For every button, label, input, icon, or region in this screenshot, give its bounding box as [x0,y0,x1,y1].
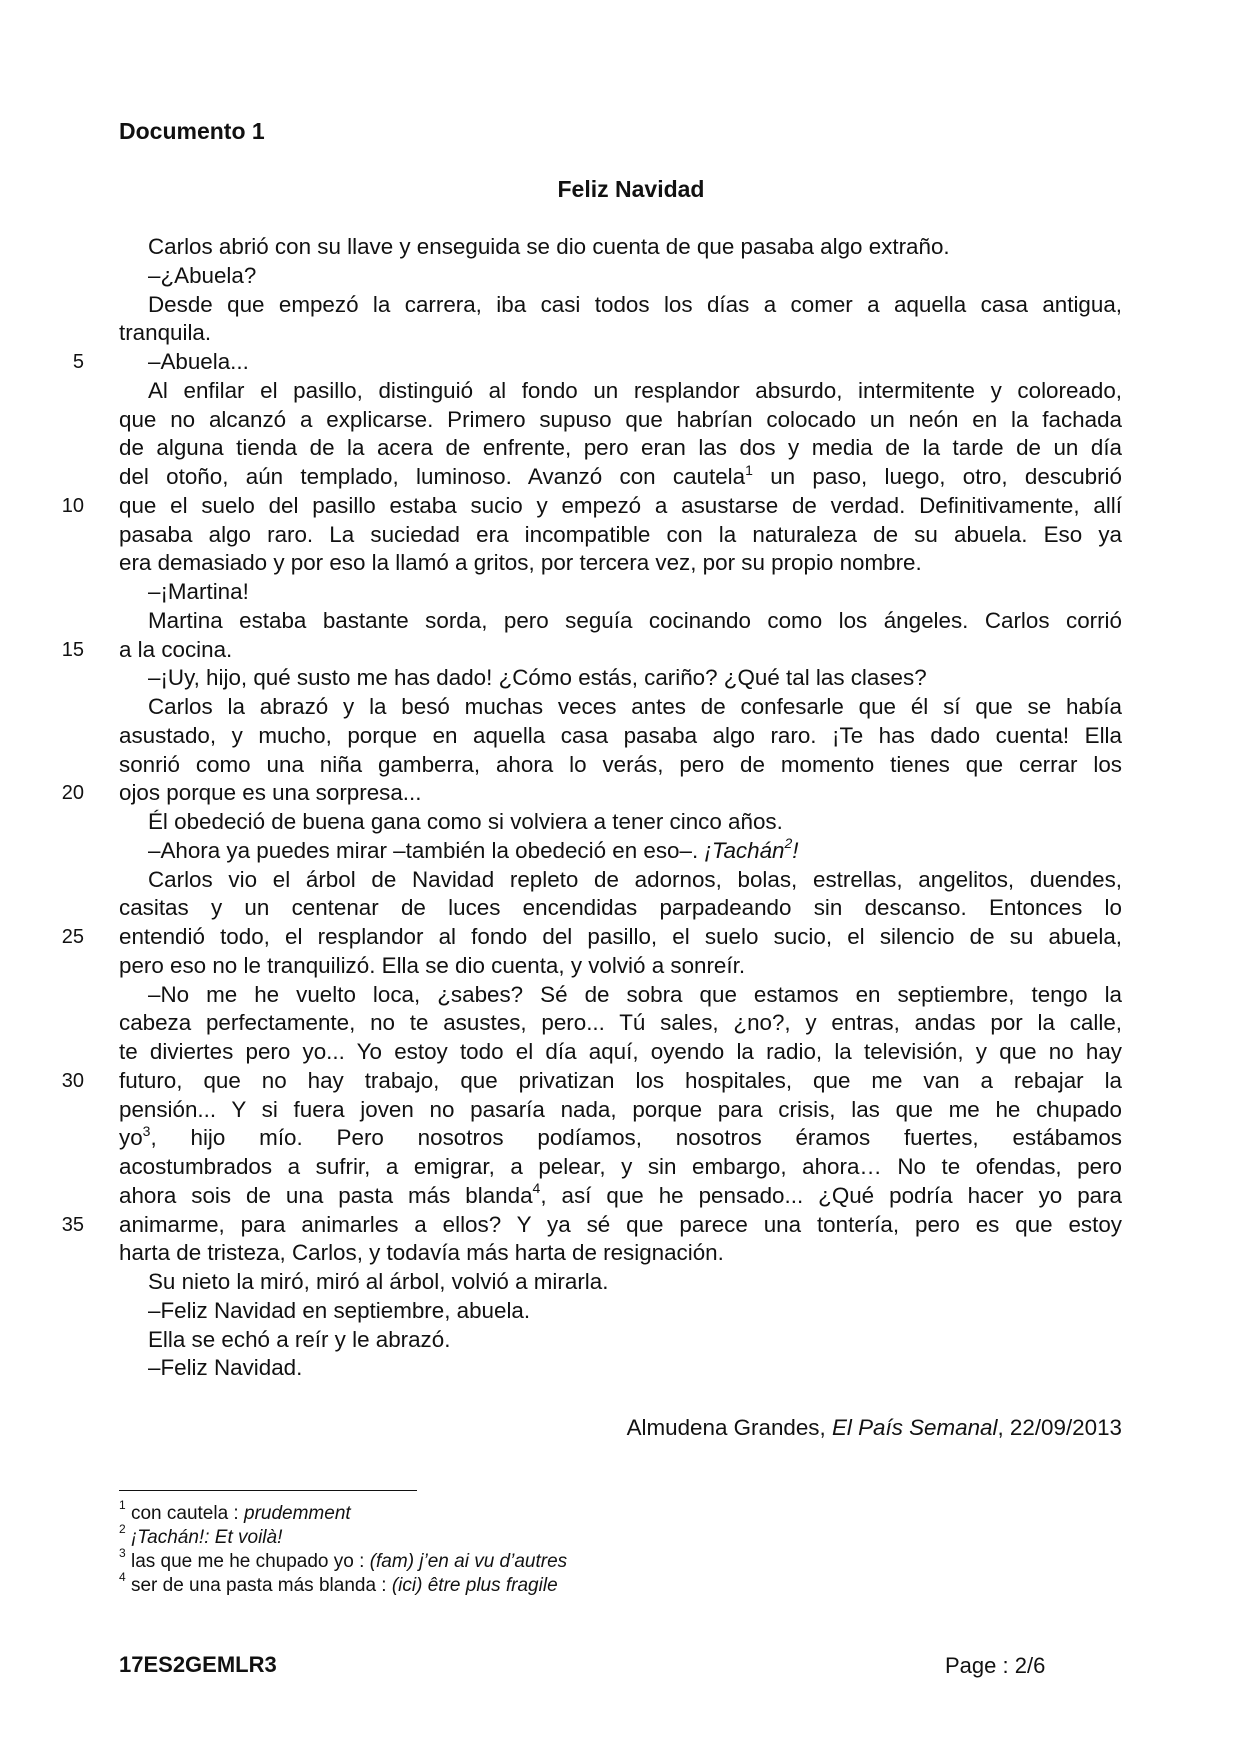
line-text: ojos porque es una sorpresa... [119,780,422,806]
text-line [0,636,1240,665]
footnote [119,1569,567,1598]
page-number: Page : 2/6 [945,1653,1046,1678]
text-line [0,1096,1240,1125]
attribution-date: , 22/09/2013 [997,1415,1122,1440]
text-line [0,1153,1240,1182]
footnote-number: 1 [119,1497,126,1512]
text-line [0,492,1240,521]
footnote-term: ser de una pasta más blanda : [130,1575,392,1596]
footnote [119,1497,567,1526]
footnote-number: 4 [119,1569,126,1584]
text-line [0,952,1240,981]
line-text: que el suelo del pasillo estaba sucio y empezó a asustarse de verdad. Definitivamente, allí [119,492,1122,518]
text-line [0,1182,1240,1211]
line-text: pero eso no le tranquilizó. Ella se dio cuenta, y volvió a sonreír. [119,952,746,978]
text-line [0,1211,1240,1240]
footnote-gloss: (ici) être plus fragile [391,1575,558,1596]
line-text: –Ahora ya puedes mirar –también la obedeció en eso–. ¡Tachán$^2$! [148,836,799,863]
line-text: casitas y un centenar de luces encendidas parpadeando sin descanso. Entonces lo [119,895,1122,921]
line-text: $yo^3$, hijo mío. Pero nosotros podíamos, nosotros éramos fuertes, estábamos [119,1124,1122,1151]
text-line [0,1038,1240,1067]
text-line [0,434,1240,463]
footnote [119,1545,568,1574]
text-line [0,406,1240,435]
text-line [0,1268,1240,1297]
text-line [0,607,1240,636]
line-number: 10 [61,494,84,517]
document-label: Documento 1 [119,118,265,144]
text-line [0,521,1240,550]
line-number: 35 [61,1213,84,1236]
line-text: harta de tristeza, Carlos, y todavía más harta de resignación. [119,1240,724,1266]
text-line [0,1297,1240,1326]
footnote-divider [119,1490,417,1491]
text-line [0,348,1240,377]
text-line [0,1239,1240,1268]
text-line [0,664,1240,693]
line-text: –Abuela... [148,349,249,374]
footnote-term: con cautela : [130,1503,244,1524]
line-text: pensión... Y si fuera joven no pasaría nada, porque para crisis, las que me he chupado [119,1096,1122,1122]
text-line [0,808,1240,837]
line-text: de alguna tienda de la acera de enfrente, pero eran las dos y media de la tarde de un día [119,435,1122,461]
line-text: –¡Martina! [148,579,249,604]
footnotes [119,1497,568,1598]
line-text: –Feliz Navidad. [148,1355,303,1381]
line-text: Ella se echó a reír y le abrazó. [148,1326,451,1352]
line-text: Carlos abrió con su llave y enseguida se dio cuenta de que pasaba algo extraño. [148,234,950,259]
line-number: 25 [61,926,84,948]
line-text: animarme, para animarles a ellos? Y ya sé que parece una tontería, pero es que estoy [119,1211,1122,1237]
text-line [0,1326,1240,1355]
text-line [0,1009,1240,1038]
text-line [0,549,1240,578]
text-line [0,923,1240,952]
line-text: Él obedeció de buena gana como si volviera a tener cinco años. [148,809,783,834]
text-line [0,1067,1240,1096]
text-line [0,463,1240,492]
line-text: Carlos vio el árbol de Navidad repleto de adornos, bolas, estrellas, angelitos, duendes, [148,866,1122,892]
document-title: Feliz Navidad [557,176,705,202]
line-text: Al enfilar el pasillo, distinguió al fondo un resplandor absurdo, intermitente y coloreado, [148,377,1122,403]
text-line [0,722,1240,751]
line-text: pasaba algo raro. La suciedad era incompatible con la naturaleza de su abuela. Eso ya [119,521,1122,547]
footnote-number: 3 [119,1545,126,1560]
attribution [119,1415,1122,1441]
line-text: acostumbrados a sufrir, a emigrar, a pelear, y sin embargo, ahora… No te ofendas, pero [119,1154,1122,1179]
line-text: –Feliz Navidad en septiembre, abuela. [148,1297,531,1323]
footnote-term: ¡Tachán!: [130,1527,215,1548]
exam-code: 17ES2GEMLR3 [119,1652,277,1677]
text-line [0,377,1240,406]
line-text: sonrió como una niña gamberra, ahora lo verás, pero de momento tienes que cerrar los [119,751,1122,777]
line-text: Carlos la abrazó y la besó muchas veces antes de confesarle que él sí que se había [148,694,1122,719]
line-text: que no alcanzó a explicarse. Primero supuso que habrían colocado un neón en la fachada [119,406,1122,432]
line-text: ahora sois de una pasta más blanda$^4$, así que he pensado... ¿Qué podría hacer yo para [119,1181,1122,1208]
footnote-number: 2 [119,1521,126,1536]
line-number: 5 [72,351,84,373]
footnote-gloss: prudemment [244,1503,351,1524]
line-text: te diviertes pero yo... Yo estoy todo el día aquí, oyendo la radio, la televisión, y que no hay [119,1039,1122,1064]
text-line [0,779,1240,808]
text-line [0,751,1240,780]
line-text: del otoño, aún templado, luminoso. Avanzó con cautela$^1$ un paso, luego, otro, descubrió [119,463,1122,489]
attribution-author: Almudena Grandes, [626,1415,832,1440]
attribution-source: El País Semanal [831,1415,998,1440]
line-text: era demasiado y por eso la llamó a gritos, por tercera vez, por su propio nombre. [119,550,922,576]
text-line [0,866,1240,895]
line-number: 15 [61,638,84,661]
text-line [0,1124,1240,1153]
footnote-gloss: (fam) j’en ai vu d’autres [369,1551,568,1572]
line-text: Martina estaba bastante sorda, pero seguía cocinando como los ángeles. Carlos corrió [148,607,1122,633]
footnote [119,1521,567,1550]
text-line [0,262,1240,291]
line-text: futuro, que no hay trabajo, que privatizan los hospitales, que me van a rebajar la [119,1067,1122,1093]
line-text: –¿Abuela? [148,262,257,288]
text-line [0,319,1240,348]
text-line [0,894,1240,923]
line-text: asustado, y mucho, porque en aquella casa pasaba algo raro. ¡Te has dado cuenta! Ella [119,722,1122,748]
line-text: entendió todo, el resplandor al fondo del pasillo, el suelo sucio, el silencio de su abuela, [119,924,1122,949]
line-text: cabeza perfectamente, no te asustes, pero... Tú sales, ¿no?, y entras, andas por la calle, [119,1010,1122,1036]
line-number: 30 [61,1069,84,1092]
line-text: a la cocina. [119,636,233,662]
text-line [0,291,1240,320]
line-text: Desde que empezó la carrera, iba casi todos los días a comer a aquella casa antigua, [148,291,1122,317]
text-line [0,981,1240,1010]
line-text: tranquila. [119,320,212,346]
text-line [0,837,1240,866]
text-line [0,1354,1240,1383]
text-line [0,578,1240,607]
line-text: –No me he vuelto loca, ¿sabes? Sé de sobra que estamos en septiembre, tengo la [148,981,1122,1007]
line-text: –¡Uy, hijo, qué susto me has dado! ¿Cómo estás, cariño? ¿Qué tal las clases? [148,665,927,691]
line-number: 20 [61,782,84,805]
line-text: Su nieto la miró, miró al árbol, volvió a mirarla. [148,1269,609,1294]
footnote-term: las que me he chupado yo : [130,1551,370,1572]
text-line [0,693,1240,722]
footnote-gloss: Et voilà! [214,1527,283,1548]
text-line [0,233,1240,262]
text-body [0,233,1240,1383]
